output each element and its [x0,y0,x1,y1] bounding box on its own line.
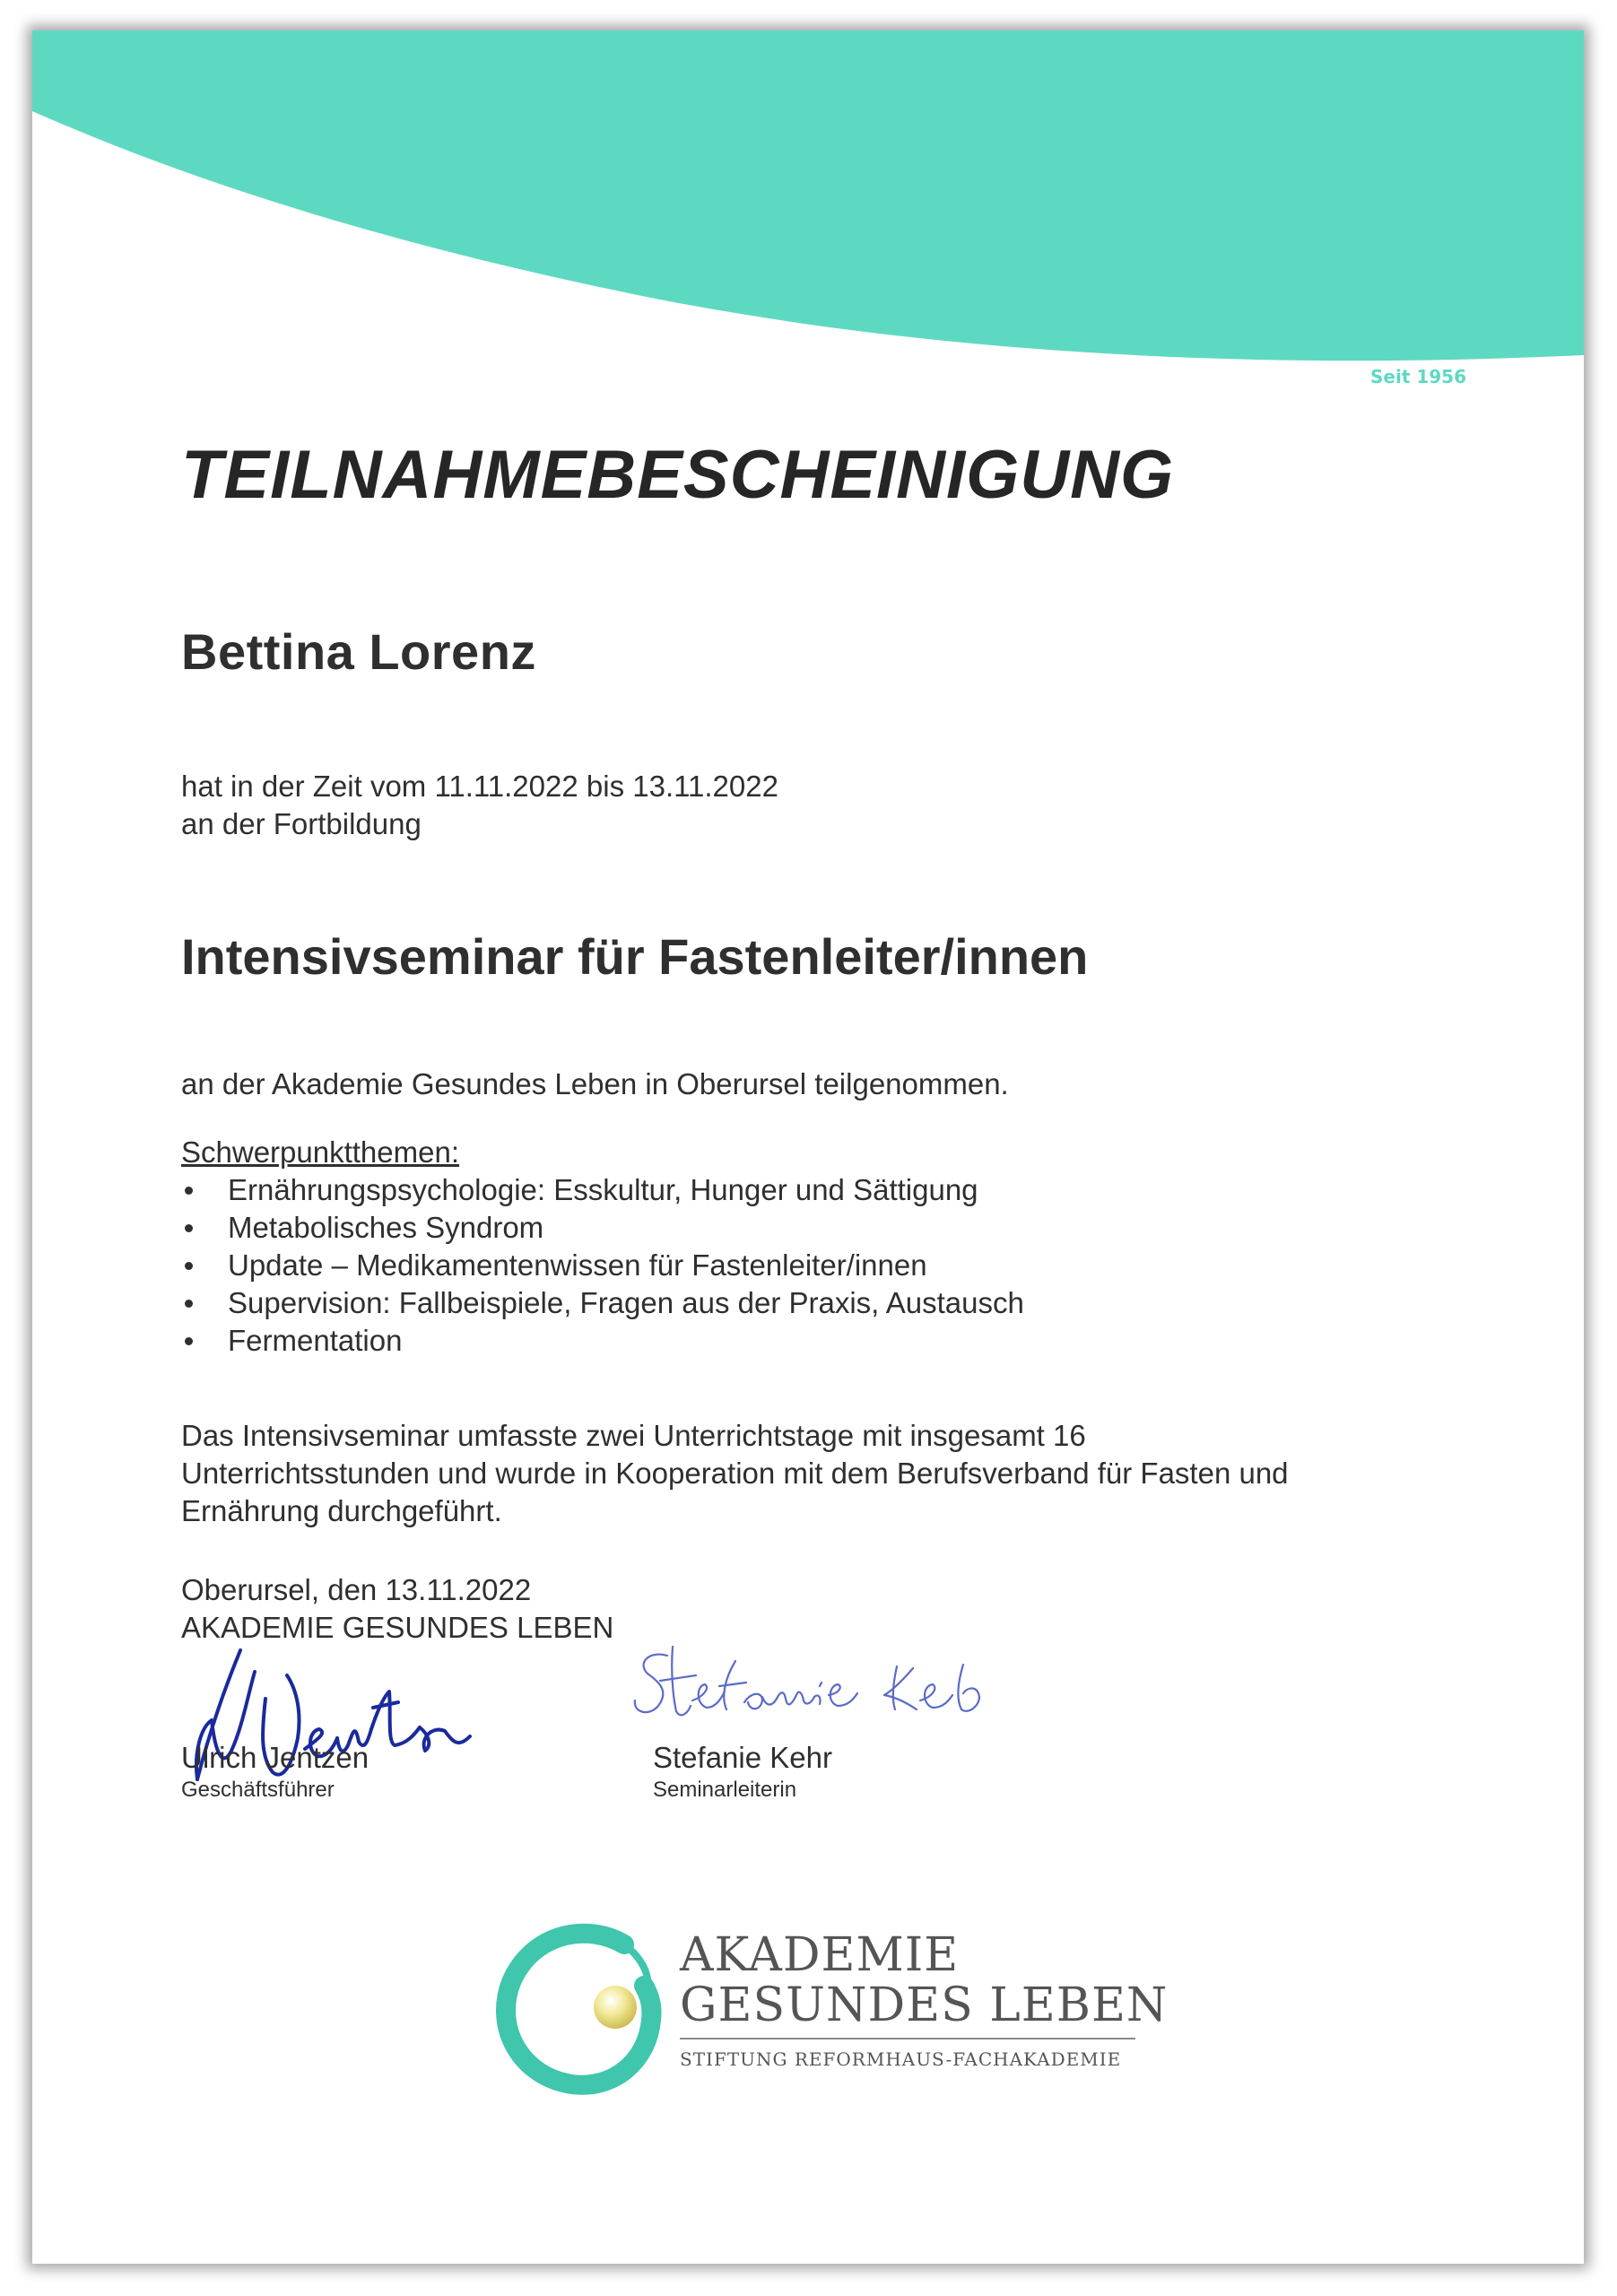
place-date [181,1571,613,1647]
summary-line-3: Ernährung durchgeführt. [181,1494,502,1527]
academy-logo-ring [490,1919,669,2099]
participation-line: an der Akademie Gesundes Leben in Oberursel teilgenommen. [181,1067,1009,1100]
intro-text [181,768,778,843]
signatory-2 [653,1740,832,1805]
topics-list [181,1171,1024,1360]
course-title: Intensivseminar für Fastenleiter/innen [181,928,1089,985]
participant-name: Bettina Lorenz [181,623,536,680]
signature-kehr [628,1643,1004,1742]
list-item: Supervision: Fallbeispiele, Fragen aus der Praxis, Austausch [181,1284,1024,1322]
list-item: Ernährungspsychologie: Esskultur, Hunger und Sättigung [181,1171,1024,1209]
intro-line-1: hat in der Zeit vom 11.11.2022 bis 13.11.2022 [181,770,778,803]
logo-line-1: AKADEMIE [680,1928,960,1982]
signatory-name: Ulrich Jentzen [181,1741,369,1774]
logo-line-2: GESUNDES LEBEN [680,1979,1169,2032]
signatory-name: Stefanie Kehr [653,1741,832,1774]
intro-line-2: an der Fortbildung [181,807,422,840]
topics-heading: Schwerpunktthemen: [181,1135,460,1169]
summary-line-2: Unterrichtsstunden und wurde in Kooperation mit dem Berufsverband für Fasten und [181,1457,1289,1490]
topics-section [181,1134,1024,1360]
header-wave [32,30,1584,389]
signatory-role: Geschäftsführer [181,1778,335,1802]
certificate-page [32,30,1584,2264]
list-item: Metabolisches Syndrom [181,1209,1024,1247]
academy-logo-text [680,1930,1168,2070]
summary-line-1: Das Intensivseminar umfasste zwei Unterrichtstage mit insgesamt 16 [181,1419,1086,1452]
logo-line-3: STIFTUNG REFORMHAUS-FACHAKADEMIE [680,2048,1122,2070]
list-item: Update – Medikamentenwissen für Fastenleiter/innen [181,1247,1024,1284]
place-date-line: Oberursel, den 13.11.2022 [181,1573,532,1606]
logo-divider [680,2038,1135,2039]
signatory-1 [181,1740,369,1805]
summary-text [181,1417,1437,1530]
issuer-line: AKADEMIE GESUNDES LEBEN [181,1611,614,1644]
signatory-role: Seminarleiterin [653,1778,797,1802]
since-label: Seit 1956 [1370,366,1467,387]
list-item: Fermentation [181,1322,1024,1360]
document-title: TEILNAHMEBESCHEINIGUNG [181,437,1175,513]
